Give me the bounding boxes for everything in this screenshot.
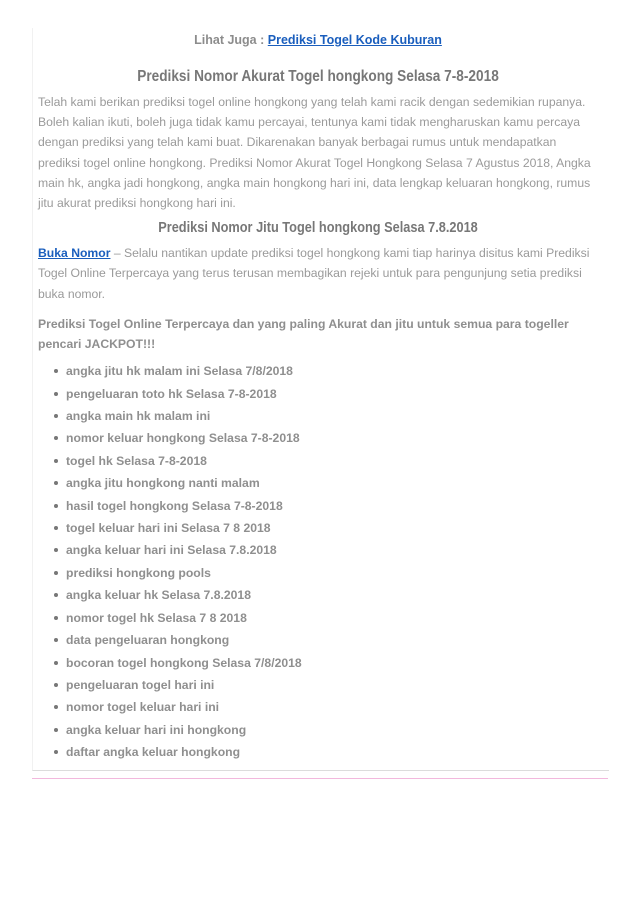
keyword-list-item bbox=[66, 719, 598, 741]
bullet-icon bbox=[54, 414, 58, 418]
bullet-icon bbox=[54, 436, 58, 440]
keyword-list-item bbox=[66, 427, 598, 449]
see-also-line bbox=[38, 30, 598, 50]
bullet-icon bbox=[54, 616, 58, 620]
keyword-list-item bbox=[66, 405, 598, 427]
bullet-icon bbox=[54, 392, 58, 396]
keyword-list-item bbox=[66, 607, 598, 629]
article-title: Prediksi Nomor Akurat Togel hongkong Selasa 7-8-2018 bbox=[137, 68, 499, 85]
keyword-list-item bbox=[66, 629, 598, 651]
keyword-text: nomor keluar hongkong Selasa 7-8-2018 bbox=[66, 431, 300, 446]
keyword-text: nomor togel hk Selasa 7 8 2018 bbox=[66, 610, 247, 625]
bullet-icon bbox=[54, 369, 58, 373]
bullet-icon bbox=[54, 638, 58, 642]
keyword-text: angka keluar hari ini Selasa 7.8.2018 bbox=[66, 543, 277, 558]
keyword-text: angka jitu hk malam ini Selasa 7/8/2018 bbox=[66, 364, 293, 379]
keyword-text: pengeluaran toto hk Selasa 7-8-2018 bbox=[66, 386, 277, 401]
bullet-icon bbox=[54, 728, 58, 732]
bullet-icon bbox=[54, 548, 58, 552]
keyword-text: pengeluaran togel hari ini bbox=[66, 677, 215, 692]
keyword-text: togel keluar hari ini Selasa 7 8 2018 bbox=[66, 521, 271, 536]
bullet-icon bbox=[54, 661, 58, 665]
keyword-text: angka keluar hk Selasa 7.8.2018 bbox=[66, 588, 251, 603]
bullet-icon bbox=[54, 705, 58, 709]
keyword-list-item bbox=[66, 360, 598, 382]
keyword-list-item bbox=[66, 562, 598, 584]
bullet-icon bbox=[54, 459, 58, 463]
keyword-list-item bbox=[66, 674, 598, 696]
keyword-list-item bbox=[66, 450, 598, 472]
keyword-text: nomor togel keluar hari ini bbox=[66, 700, 220, 715]
keyword-text: prediksi hongkong pools bbox=[66, 565, 211, 580]
keyword-list-item bbox=[66, 539, 598, 561]
buka-nomor-link[interactable]: Buka Nomor bbox=[38, 246, 111, 261]
keyword-text: data pengeluaran hongkong bbox=[66, 633, 230, 648]
keyword-text: bocoran togel hongkong Selasa 7/8/2018 bbox=[66, 655, 302, 670]
keyword-list bbox=[38, 360, 598, 763]
see-also-prefix: Lihat Juga : bbox=[194, 33, 265, 47]
bullet-icon bbox=[54, 683, 58, 687]
keyword-text: daftar angka keluar hongkong bbox=[66, 745, 241, 760]
footer-divider bbox=[32, 778, 608, 779]
keyword-text: angka keluar hari ini hongkong bbox=[66, 722, 247, 737]
buka-nomor-paragraph bbox=[38, 243, 598, 304]
bullet-icon bbox=[54, 504, 58, 508]
keyword-text: hasil togel hongkong Selasa 7-8-2018 bbox=[66, 498, 283, 513]
article-content bbox=[38, 30, 598, 764]
see-also-link[interactable]: Prediksi Togel Kode Kuburan bbox=[267, 33, 442, 47]
keyword-list-item bbox=[66, 495, 598, 517]
keyword-list-item bbox=[66, 741, 598, 763]
bullet-icon bbox=[54, 571, 58, 575]
keyword-text: angka main hk malam ini bbox=[66, 409, 211, 424]
keyword-text: angka jitu hongkong nanti malam bbox=[66, 476, 260, 491]
bullet-icon bbox=[54, 526, 58, 530]
jackpot-paragraph: Prediksi Togel Online Terpercaya dan yang paling Akurat dan jitu untuk semua para togeller pencari JACKPOT!!! bbox=[38, 316, 569, 352]
keyword-list-item bbox=[66, 696, 598, 718]
bullet-icon bbox=[54, 750, 58, 754]
buka-nomor-text: – Selalu nantikan update prediksi togel hongkong kami tiap harinya disitus kami Prediksi Togel Online Terpercaya yang terus terusan membagikan rejeki untuk para pengunjung setia prediksi buka nomor. bbox=[38, 246, 590, 301]
bullet-icon bbox=[54, 481, 58, 485]
keyword-list-item bbox=[66, 652, 598, 674]
article-subtitle: Prediksi Nomor Jitu Togel hongkong Selasa 7.8.2018 bbox=[158, 220, 478, 237]
bullet-icon bbox=[54, 593, 58, 597]
keyword-list-item bbox=[66, 584, 598, 606]
intro-paragraph: Telah kami berikan prediksi togel online hongkong yang telah kami racik dengan sedemikian rupanya. Boleh kalian ikuti, boleh juga tidak kamu percayai, tentunya kami tidak mengharuskan kamu percaya dengan prediksi yang telah kami buat. Dikarenakan banyak berbagai rumus untuk mendapatkan prediksi togel online hongkong. Prediksi Nomor Akurat Togel Hongkong Selasa 7 Agustus 2018, Angka main hk, angka jadi hongkong, angka main hongkong hari ini, data lengkap keluaran hongkong, rumus jitu akurat prediksi hongkong hari ini. bbox=[38, 95, 591, 211]
keyword-list-item bbox=[66, 383, 598, 405]
keyword-list-item bbox=[66, 472, 598, 494]
keyword-text: togel hk Selasa 7-8-2018 bbox=[66, 453, 207, 468]
keyword-list-item bbox=[66, 517, 598, 539]
